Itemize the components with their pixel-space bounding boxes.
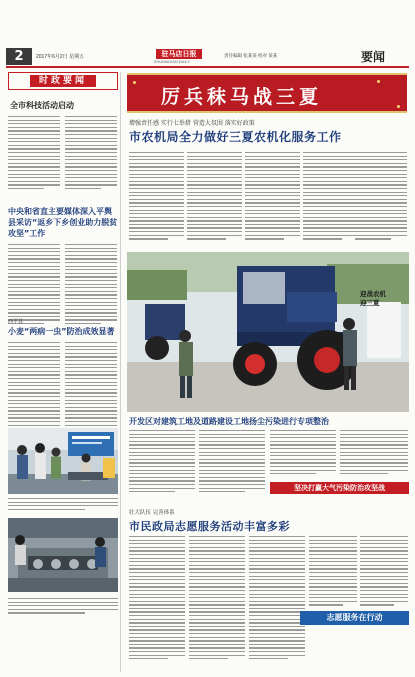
expo-photo-illustration xyxy=(8,428,118,494)
workshop-photo-caption xyxy=(8,598,118,616)
volunteer-body-col4 xyxy=(309,536,357,608)
volunteer-body-col5 xyxy=(360,536,408,608)
page-number: 2 xyxy=(6,48,32,65)
tractor-photo-illustration xyxy=(127,252,409,412)
dust-body-col3 xyxy=(270,430,336,477)
expo-photo-caption xyxy=(8,498,118,512)
banner-spark xyxy=(377,80,380,83)
feature-body-col2 xyxy=(187,152,242,242)
campaign-strip-blue: 志愿服务在行动 xyxy=(300,611,409,625)
section-title: 要闻 xyxy=(360,50,385,64)
staff-credits: 责任编辑 张某某 校对 某某 xyxy=(224,53,278,58)
paper-pinyin: ZHUMADIAN DAILY xyxy=(154,59,191,64)
story1-headline: 全市科技活动启动 xyxy=(10,101,74,110)
feature-banner xyxy=(127,73,407,113)
workshop-photo xyxy=(8,518,118,592)
banner-spark xyxy=(397,105,400,108)
feature-subtitle: 增强责任感 实行七举措 营造大氛围 落实好政策 xyxy=(129,120,255,127)
story3-headline: 小麦“两病一虫”防治成效显著 xyxy=(8,327,115,336)
dust-body-col1 xyxy=(129,430,195,495)
story2-body-right xyxy=(65,244,117,327)
dust-body-col2 xyxy=(199,430,265,495)
tractor-photo xyxy=(127,252,409,412)
story1-body-left xyxy=(8,116,60,191)
workshop-photo-illustration xyxy=(8,518,118,592)
paper-logo: 驻马店日报 xyxy=(156,49,202,59)
photo-label-line2: 迎三夏 xyxy=(360,299,380,307)
feature-body-col3 xyxy=(245,152,300,242)
feature-headline: 市农机局全力做好三夏农机化服务工作 xyxy=(129,130,342,144)
page-header xyxy=(6,48,409,65)
feature-body-col1 xyxy=(129,152,184,242)
story-headline-dust: 开发区对建筑工地及道路建设工地扬尘污染进行专项整治 xyxy=(129,417,329,426)
volunteer-body-col3 xyxy=(249,536,305,662)
story2-headline: 中央和省直主要媒体深入平舆县采访“返乡下乡创业助力脱贫攻坚”工作 xyxy=(8,207,118,238)
volunteer-body-col1 xyxy=(129,536,185,662)
volunteer-headline: 市民政局志愿服务活动丰富多彩 xyxy=(129,520,290,533)
feature-body-col4 xyxy=(303,152,358,242)
feature-body-col5 xyxy=(355,152,407,242)
story1-body-right xyxy=(65,116,117,191)
issue-date: 2017年6月2日 星期五 xyxy=(36,54,85,60)
photo-label-line1: 迎战农机 xyxy=(360,290,386,298)
campaign-strip-red: 坚决打赢大气污染防治攻坚战 xyxy=(270,482,409,494)
news-box-title-text: 时政要闻 xyxy=(30,75,96,87)
story3-kicker: 西平县 xyxy=(8,319,24,325)
story2-body-left xyxy=(8,244,60,327)
volunteer-kicker: 壮大队伍 完善体系 xyxy=(129,510,175,516)
dust-body-col4 xyxy=(340,430,408,477)
expo-photo xyxy=(8,428,118,494)
column-divider xyxy=(120,72,121,672)
banner-spark xyxy=(133,81,136,84)
photo-label xyxy=(360,290,386,308)
volunteer-body-col2 xyxy=(189,536,245,662)
banner-title: 厉兵秣马战三夏 xyxy=(161,86,323,108)
news-box-title xyxy=(8,72,118,90)
header-rule xyxy=(6,66,409,68)
